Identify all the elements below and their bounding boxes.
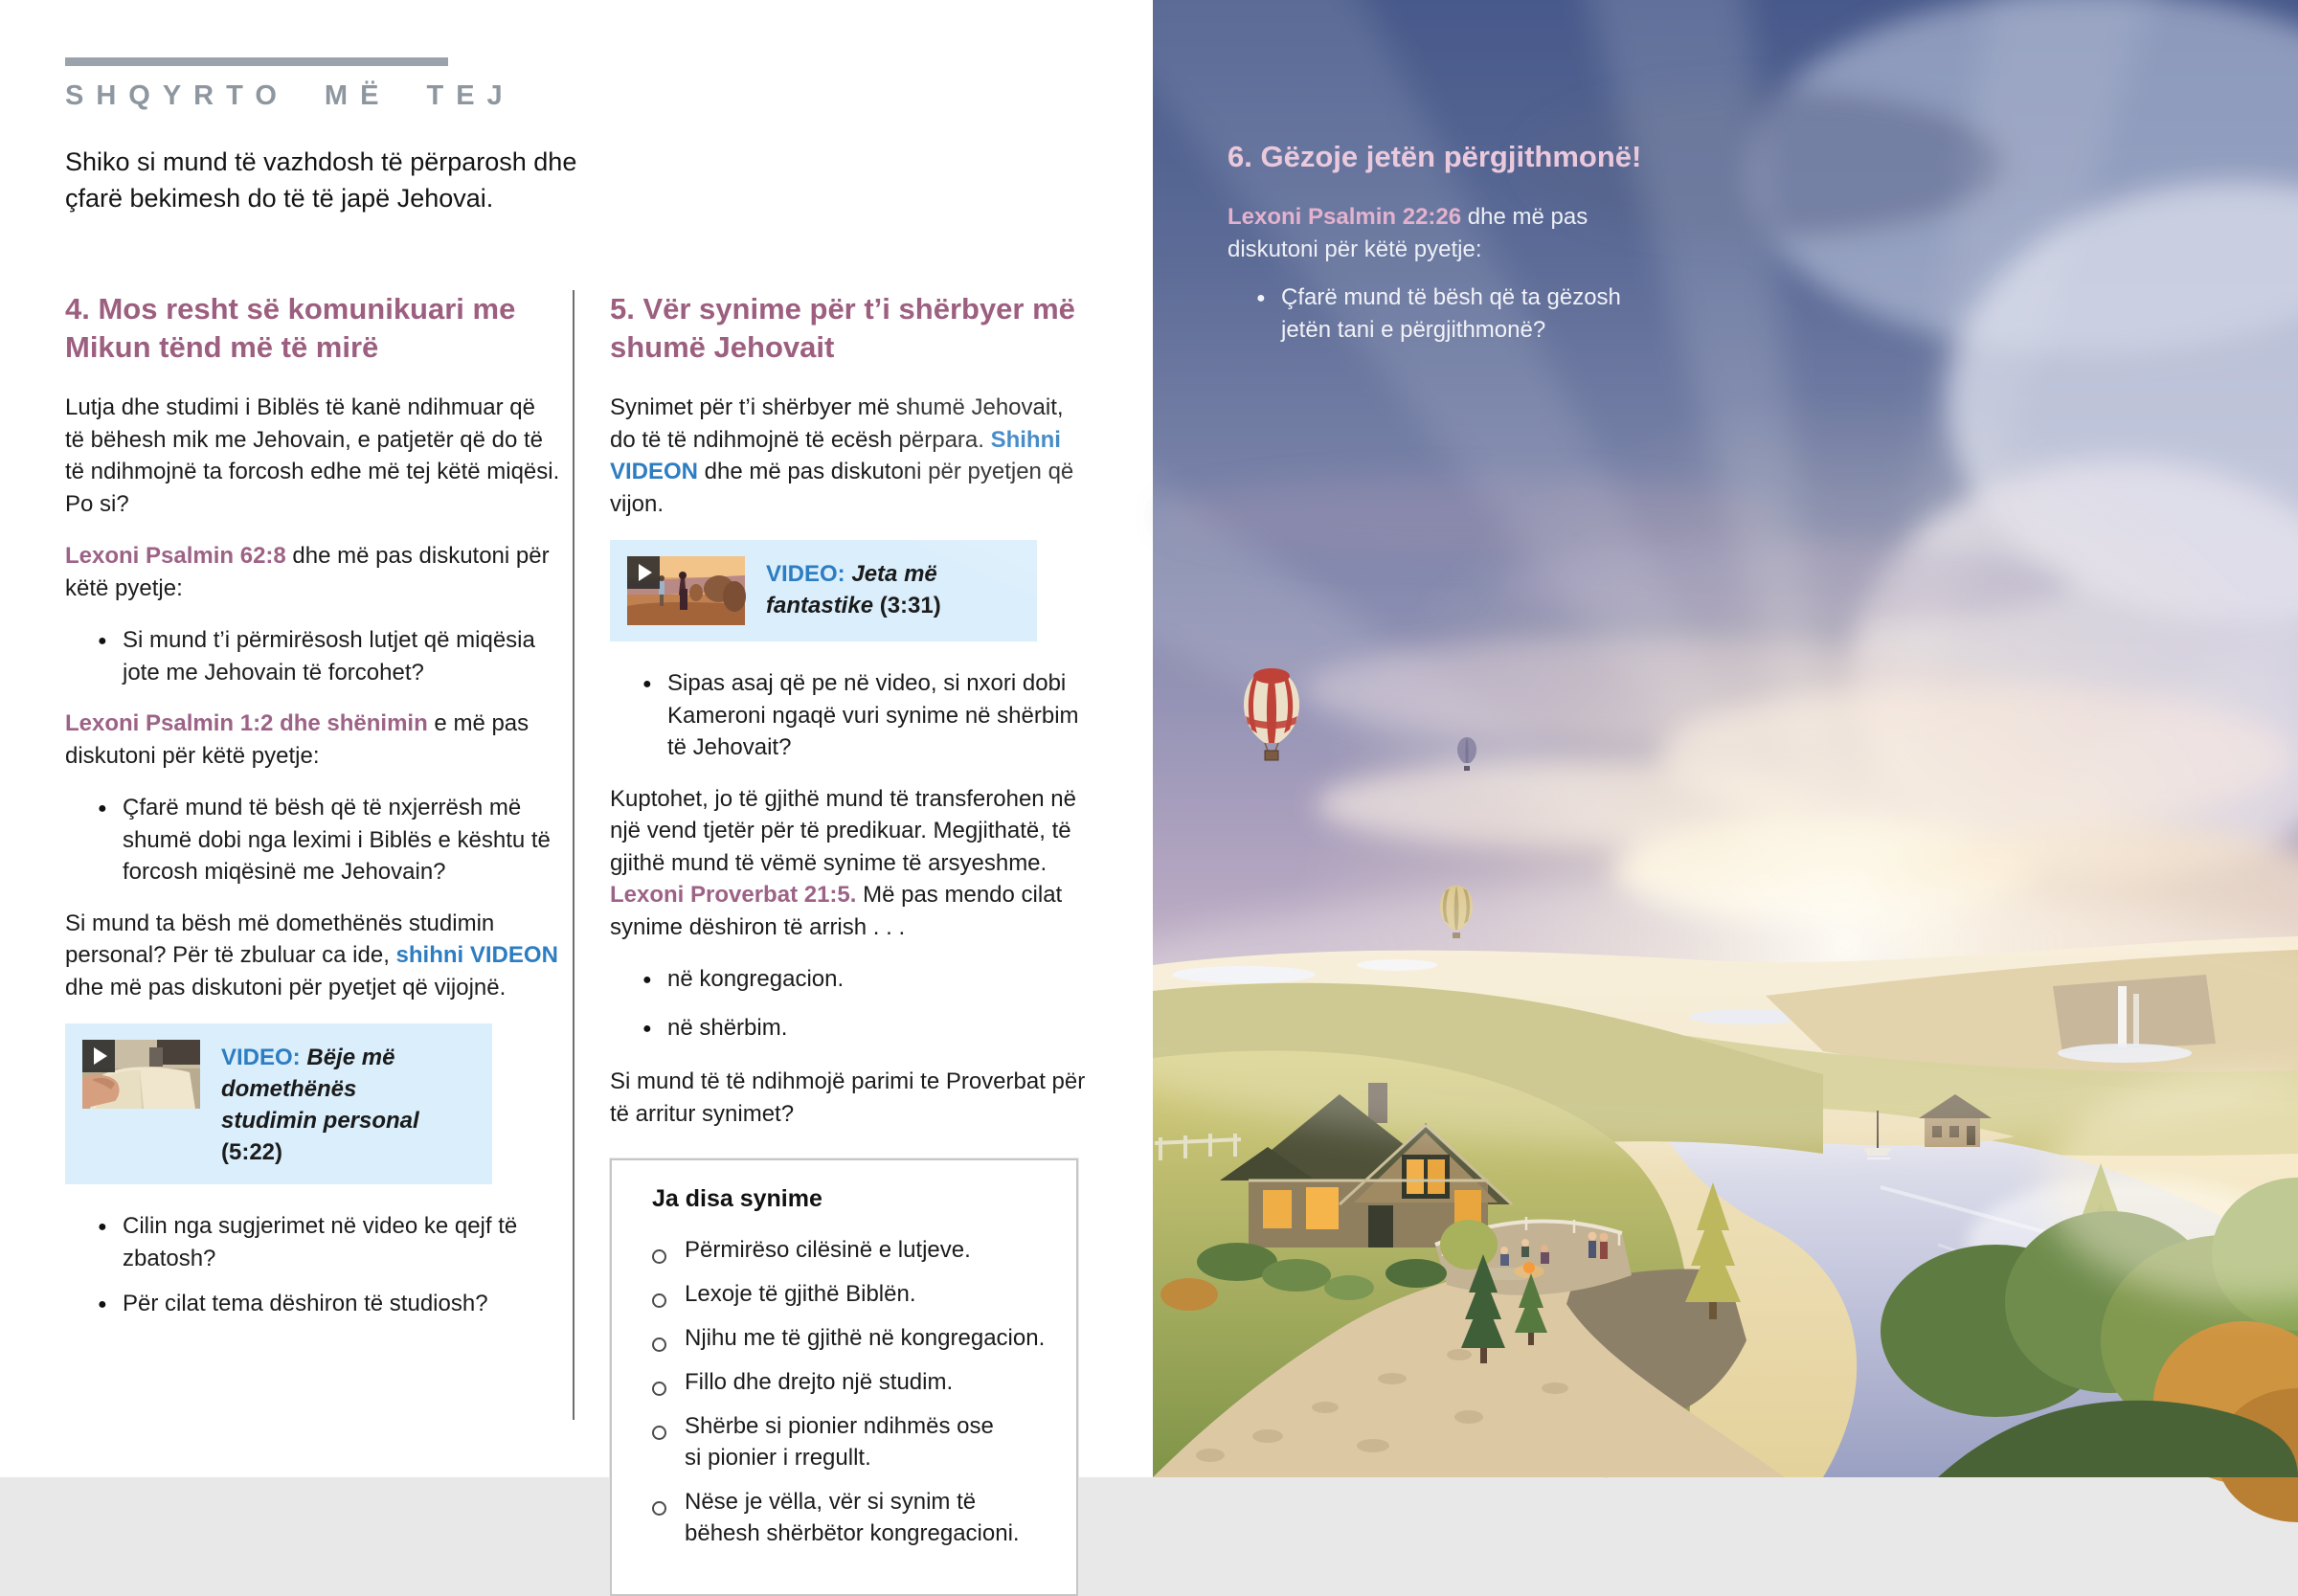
list-item (65, 1210, 560, 1274)
video-thumbnail[interactable] (627, 556, 745, 625)
list-text: në kongregacion. (667, 966, 845, 992)
circle-bullet-icon (652, 1366, 685, 1398)
question-text: Çfarë mund të bësh që ta gëzosh jetën tani e përgjithmonë? (1281, 284, 1621, 343)
question-text: Çfarë mund të bësh që të nxjerrësh më shumë dobi nga leximi i Biblës e kështu të forcosh miqësinë me Jehovain? (123, 795, 551, 885)
column-4 (65, 290, 560, 1342)
goal-text: Fillo dhe drejto një studim. (685, 1369, 954, 1395)
bullet-icon (98, 1288, 123, 1323)
play-icon[interactable] (627, 556, 660, 589)
section-6 (1228, 140, 1706, 359)
goal-item (652, 1234, 1049, 1266)
question-list (610, 667, 1093, 764)
kicker-rule (65, 57, 448, 66)
read-scripture-right-rest: dhe më pas diskutoni për këtë pyetje: (1228, 204, 1588, 262)
read-scripture-1 (65, 540, 560, 604)
bullet-icon (642, 1012, 667, 1047)
goal-text: Njihu me të gjithë në kongregacion. (685, 1325, 1046, 1351)
goal-item (652, 1278, 1049, 1310)
question-text: Për cilat tema dëshiron të studiosh? (123, 1291, 488, 1316)
list-item (65, 1288, 560, 1323)
read-scripture-right (1228, 201, 1678, 265)
read-scripture-2-rest: e më pas diskutoni për këtë pyetje: (65, 710, 529, 769)
video-link[interactable]: Shihni VIDEON (610, 426, 1061, 484)
list-item (610, 963, 1093, 999)
paragraph-text: Synimet për t’i shërbyer më shumë Jehovait, do të të ndihmojnë të ecësh përpara. (610, 394, 1064, 453)
section-4-heading: 4. Mos resht së komunikuari me Mikun tënd më të mirë (65, 292, 516, 364)
goals-box-title: Ja disa synime (652, 1185, 822, 1212)
goal-text: Nëse je vëlla, vër si synim të bëhesh shërbëtor kongregacioni. (685, 1489, 1020, 1546)
video-card-study[interactable] (65, 1023, 492, 1184)
question-list (65, 792, 560, 888)
section-4-paragraph-2 (65, 908, 560, 1004)
paragraph-text: Kuptohet, jo të gjithë mund të transferohen në një vend tjetër për të predikuar. Megjithatë, të gjithë mund të vëmë synime të arsyeshme. (610, 785, 1076, 876)
list-item (610, 1012, 1093, 1047)
goal-item (652, 1366, 1049, 1398)
video-link[interactable]: shihni VIDEON (395, 942, 558, 968)
scripture-link[interactable]: Lexoni Psalmin 62:8 (65, 543, 286, 569)
bullet-icon (98, 792, 123, 888)
read-scripture-2 (65, 708, 560, 772)
paragraph-text: dhe më pas diskutoni për pyetjen që vijon. (610, 459, 1074, 517)
circle-bullet-icon (652, 1410, 685, 1473)
question-text: Cilin nga sugjerimet në video ke qejf të zbatosh? (123, 1213, 518, 1271)
paragraph-text: dhe më pas diskutoni për pyetjet që vijojnë. (65, 974, 507, 1000)
bullet-icon (98, 1210, 123, 1274)
video-title: Bëje më domethënës studimin personal (221, 1045, 419, 1134)
goal-text: Përmirëso cilësinë e lutjeve. (685, 1237, 971, 1263)
video-title: Jeta më fantastike (766, 561, 937, 618)
video-label: VIDEO: (766, 561, 845, 587)
video-label: VIDEO: (221, 1045, 301, 1070)
list-item (610, 667, 1093, 764)
question-list (65, 1210, 560, 1323)
section-5-heading: 5. Vër synime për t’i shërbyer më shumë Jehovait (610, 292, 1075, 364)
intro-text: Shiko si mund të vazhdosh të përparosh dhe çfarë bekimesh do të të japë Jehovai. (65, 147, 577, 213)
goals-box (610, 1158, 1078, 1596)
section-5-paragraph-2 (610, 783, 1093, 944)
goal-text: Shërbe si pionier ndihmës ose si pionier i rregullt. (685, 1413, 994, 1471)
circle-bullet-icon (652, 1234, 685, 1266)
read-scripture-1-rest: dhe më pas diskutoni për këtë pyetje: (65, 543, 550, 601)
goal-area-list (610, 963, 1093, 1046)
question-list (65, 624, 560, 688)
goal-text: Lexoje të gjithë Biblën. (685, 1281, 916, 1307)
goal-item (652, 1486, 1049, 1549)
scripture-link[interactable]: Lexoni Proverbat 21:5. (610, 882, 857, 908)
goal-item (652, 1322, 1049, 1354)
video-duration: (3:31) (879, 593, 941, 618)
play-icon[interactable] (82, 1040, 115, 1072)
scripture-link[interactable]: Lexoni Psalmin 1:2 dhe shënimin (65, 710, 428, 736)
paragraph-text: Si mund ta bësh më domethënës studimin personal? Për të zbuluar ca ide, (65, 910, 495, 968)
illustration-page (1153, 0, 2298, 1477)
circle-bullet-icon (652, 1486, 685, 1549)
circle-bullet-icon (652, 1322, 685, 1354)
circle-bullet-icon (652, 1278, 685, 1310)
bullet-icon (642, 667, 667, 764)
video-duration: (5:22) (221, 1139, 283, 1165)
list-item (65, 624, 560, 688)
list-text: në shërbim. (667, 1014, 788, 1041)
bullet-icon (642, 963, 667, 999)
section-5-paragraph-3: Si mund të të ndihmojë parimi te Proverbat për të arritur synimet? (610, 1068, 1086, 1127)
question-text: Si mund t’i përmirësosh lutjet që miqësia jote me Jehovain të forcohet? (123, 627, 535, 686)
video-caption (766, 556, 1005, 625)
video-thumbnail[interactable] (82, 1040, 200, 1109)
goal-item (652, 1410, 1049, 1473)
video-caption (221, 1040, 456, 1168)
scripture-link[interactable]: Lexoni Psalmin 22:26 (1228, 204, 1462, 230)
section-4-paragraph: Lutja dhe studimi i Biblës të kanë ndihmuar që të bëhesh mik me Jehovain, e patjetër që do të të ndihmojnë ta forcosh edhe më tej këtë miqësi. Po si? (65, 394, 560, 517)
bullet-icon (98, 624, 123, 688)
section-6-heading: 6. Gëzoje jetën përgjithmonë! (1228, 140, 1642, 173)
list-item (65, 792, 560, 888)
kicker-heading: SHQYRTO MË TEJ (65, 80, 515, 111)
column-divider (573, 290, 574, 1420)
bullet-icon (1256, 281, 1281, 346)
paragraph-text: Më pas mendo cilat synime dëshiron të arrish . . . (610, 882, 1063, 940)
list-item (1228, 281, 1630, 346)
question-text: Sipas asaj që pe në video, si nxori dobi Kameroni ngaqë vuri synime në shërbim të Jehovait? (667, 670, 1079, 760)
